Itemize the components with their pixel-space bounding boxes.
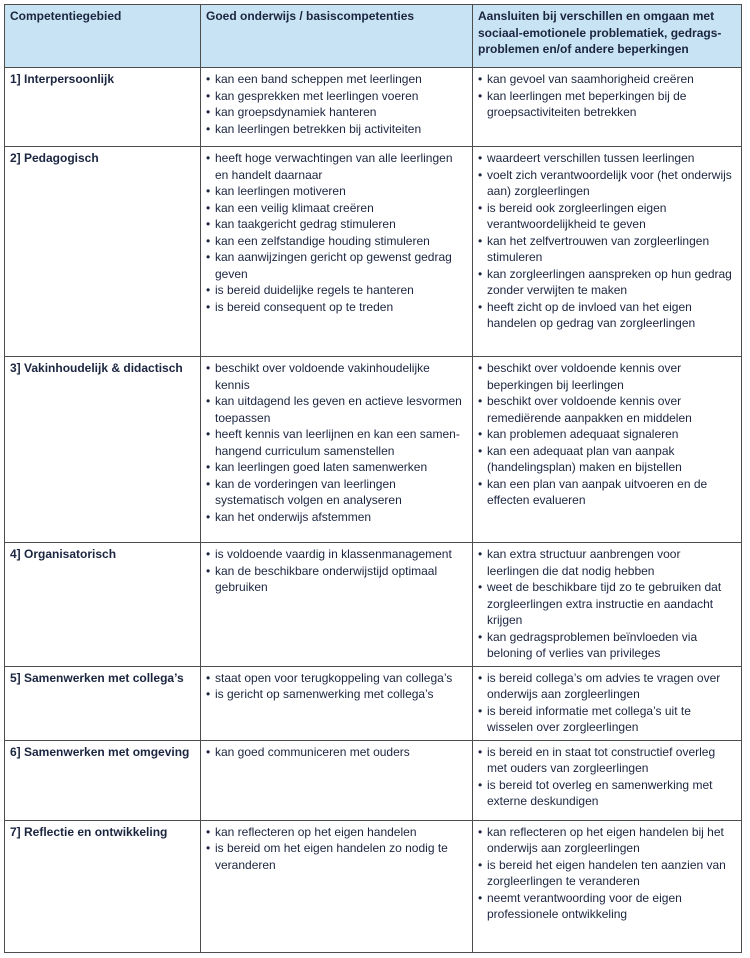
list-item: • kan taakgericht gedrag stimuleren [206,216,466,233]
column-header-area: Competentiegebied [5,5,201,68]
competence-area: 1] Interpersoonlijk [5,68,201,147]
list-item: • neemt verantwoording voor de eigen professionele ontwikkeling [478,890,735,923]
list-item: • waardeert verschillen tussen leerlingen [478,150,735,167]
list-item: • kan leerlingen met beperkingen bij de groepsactiviteiten betrekken [478,88,735,121]
table-row [5,666,742,740]
list-item: • kan de vorderingen van leerlingen systematisch volgen en analyseren [206,476,466,509]
column-header-care: Aansluiten bij verschillen en omgaan met sociaal-emotionele problematiek, gedrags-problemen en/of andere beperkingen [473,5,742,68]
list-item: • is gericht op samenwerking met collega’s [206,686,466,703]
competence-area: 4] Organisatorisch [5,543,201,667]
list-item: • kan leerlingen betrekken bij activiteiten [206,121,466,138]
care-competences-list [478,824,735,923]
table-row [5,68,742,147]
document-page [4,4,741,953]
list-item: • kan een zelfstandige houding stimuleren [206,233,466,250]
list-item: • is bereid het eigen handelen ten aanzien van zorgleerlingen te veranderen [478,857,735,890]
list-item: • kan leerlingen goed laten samenwerken [206,459,466,476]
list-item: • is bereid tot overleg en samenwerking met externe deskundigen [478,777,735,810]
care-competences-cell [473,666,742,740]
care-competences-cell [473,68,742,147]
list-item: • is bereid informatie met collega’s uit te wisselen over zorgleerlingen [478,703,735,736]
basic-competences-cell [201,147,473,357]
basic-competences-cell [201,357,473,543]
list-item: • beschikt over voldoende vakinhoudelijke kennis [206,360,466,393]
competence-area: 7] Reflectie en ontwikkeling [5,820,201,952]
list-item: • is bereid collega’s om advies te vragen over onderwijs aan zorgleerlingen [478,670,735,703]
list-item: • kan een adequaat plan van aanpak (handelingsplan) maken en bijstellen [478,443,735,476]
table-row [5,820,742,952]
basic-competences-cell [201,543,473,667]
basic-competences-list [206,71,466,137]
competence-area: 6] Samenwerken met omgeving [5,740,201,820]
basic-competences-list [206,546,466,596]
table-row [5,543,742,667]
basic-competences-list [206,744,466,761]
basic-competences-list [206,824,466,874]
competence-area: 3] Vakinhoudelijk & didactisch [5,357,201,543]
list-item: • staat open voor terugkoppeling van collega’s [206,670,466,687]
table-row [5,357,742,543]
table-header-row [5,5,742,68]
list-item: • kan gevoel van saamhorigheid creëren [478,71,735,88]
list-item: • kan het onderwijs afstemmen [206,509,466,526]
list-item: • kan extra structuur aanbrengen voor leerlingen die dat nodig hebben [478,546,735,579]
basic-competences-list [206,670,466,703]
column-header-basic: Goed onderwijs / basiscompetenties [201,5,473,68]
list-item: • kan aanwijzingen gericht op gewenst gedrag geven [206,249,466,282]
list-item: • is voldoende vaardig in klassenmanagement [206,546,466,563]
list-item: • kan een band scheppen met leerlingen [206,71,466,88]
care-competences-cell [473,543,742,667]
list-item: • kan een plan van aanpak uitvoeren en de effecten evalueren [478,476,735,509]
list-item: • kan het zelfvertrouwen van zorgleerlingen stimuleren [478,233,735,266]
list-item: • kan een veilig klimaat creëren [206,200,466,217]
list-item: • weet de beschikbare tijd zo te gebruiken dat zorgleerlingen extra instructie en aandacht krijgen [478,579,735,629]
list-item: • kan groepsdynamiek hanteren [206,104,466,121]
care-competences-cell [473,740,742,820]
list-item: • kan uitdagend les geven en actieve lesvormen toepassen [206,393,466,426]
care-competences-list [478,150,735,332]
list-item: • kan problemen adequaat signaleren [478,426,735,443]
basic-competences-cell [201,740,473,820]
list-item: • heeft hoge verwachtingen van alle leerlingen en handelt daarnaar [206,150,466,183]
competence-table [4,4,742,953]
list-item: • heeft zicht op de invloed van het eigen handelen op gedrag van zorgleerlingen [478,299,735,332]
list-item: • is bereid consequent op te treden [206,299,466,316]
basic-competences-list [206,360,466,525]
list-item: • voelt zich verantwoordelijk voor (het onderwijs aan) zorgleerlingen [478,167,735,200]
care-competences-list [478,71,735,121]
list-item: • is bereid ook zorgleerlingen eigen verantwoordelijkheid te geven [478,200,735,233]
list-item: • beschikt over voldoende kennis over beperkingen bij leerlingen [478,360,735,393]
care-competences-cell [473,147,742,357]
list-item: • kan goed communiceren met ouders [206,744,466,761]
care-competences-list [478,546,735,662]
basic-competences-list [206,150,466,315]
list-item: • is bereid en in staat tot constructief overleg met ouders van zorgleerlingen [478,744,735,777]
table-row [5,147,742,357]
care-competences-list [478,670,735,736]
care-competences-list [478,744,735,810]
list-item: • kan reflecteren op het eigen handelen bij het onderwijs aan zorgleerlingen [478,824,735,857]
competence-area: 2] Pedagogisch [5,147,201,357]
list-item: • is bereid om het eigen handelen zo nodig te veranderen [206,840,466,873]
list-item: • kan leerlingen motiveren [206,183,466,200]
basic-competences-cell [201,820,473,952]
list-item: • kan gedragsproblemen beïnvloeden via beloning of verlies van privileges [478,629,735,662]
list-item: • beschikt over voldoende kennis over remediërende aanpakken en middelen [478,393,735,426]
table-body [5,68,742,953]
basic-competences-cell [201,68,473,147]
table-row [5,740,742,820]
care-competences-cell [473,820,742,952]
list-item: • heeft kennis van leerlijnen en kan een samen-hangend curriculum samenstellen [206,426,466,459]
list-item: • kan de beschikbare onderwijstijd optimaal gebruiken [206,563,466,596]
list-item: • kan gesprekken met leerlingen voeren [206,88,466,105]
list-item: • kan reflecteren op het eigen handelen [206,824,466,841]
care-competences-list [478,360,735,509]
list-item: • kan zorgleerlingen aanspreken op hun gedrag zonder verwijten te maken [478,266,735,299]
competence-area: 5] Samenwerken met collega’s [5,666,201,740]
basic-competences-cell [201,666,473,740]
care-competences-cell [473,357,742,543]
list-item: • is bereid duidelijke regels te hanteren [206,282,466,299]
